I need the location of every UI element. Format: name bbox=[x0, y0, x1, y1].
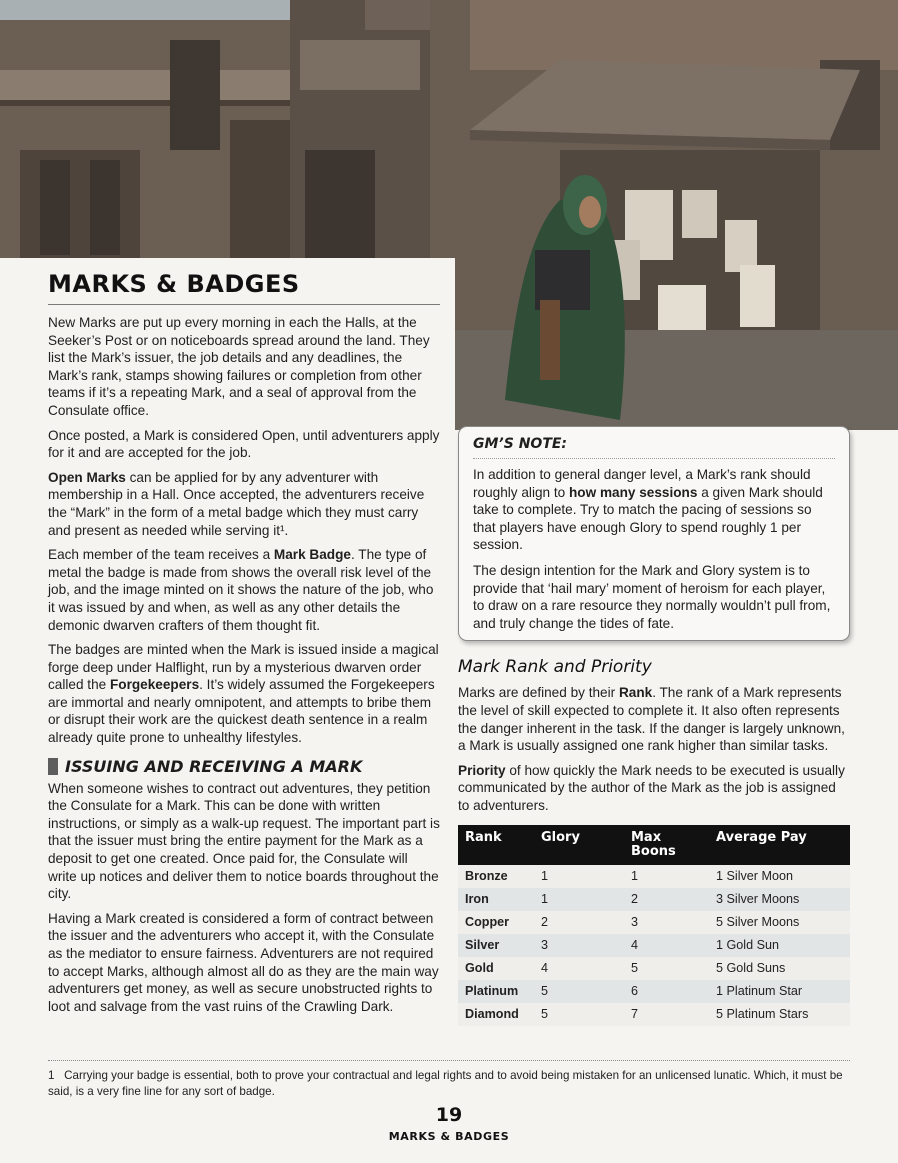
rank-cell: Iron bbox=[458, 888, 534, 911]
footnote-text: Carrying your badge is essential, both to prove your contractual and legal rights and to avoid being mistaken for an unlicensed lunatic. Which, it must be said, is a very fine line for any sort of badge. bbox=[48, 1069, 843, 1098]
footnote bbox=[48, 1068, 852, 1100]
contract-paragraph: Having a Mark created is considered a form of contract between the issuer and the adventurers who accept it, with the Consulate as the mediator to ensure fairness. Adventurers are not required to accept Marks, although almost all do as they are the main way adventurers get money, as well as secure unobstructed rights to loot and salvage from the vast ruins of the Crawling Dark. bbox=[48, 910, 439, 1014]
footnote-marker: 1 bbox=[48, 1069, 55, 1082]
max-boons-cell: 7 bbox=[624, 1003, 709, 1026]
gm-note-box bbox=[458, 426, 850, 641]
rank-paragraph bbox=[458, 684, 850, 754]
table-row bbox=[458, 911, 850, 934]
average-pay-cell: 1 Platinum Star bbox=[709, 980, 850, 1003]
header-max-boons-text: Max Boons bbox=[631, 829, 676, 859]
page-number: 19 bbox=[435, 1104, 463, 1126]
page-title: MARKS & BADGES bbox=[48, 270, 440, 305]
priority-paragraph bbox=[458, 762, 850, 815]
rank-text: . The rank of a Mark represents the level of skill expected to complete it. It also often represents the danger inherent in the task. If the danger is largely unknown, a Mark is usually assigned one rank higher than similar tasks. bbox=[458, 685, 845, 754]
average-pay-cell: 1 Silver Moon bbox=[709, 865, 850, 888]
right-column bbox=[458, 426, 850, 1026]
rank-cell: Silver bbox=[458, 934, 534, 957]
table-row bbox=[458, 888, 850, 911]
glory-cell: 1 bbox=[534, 888, 624, 911]
average-pay-cell: 5 Silver Moons bbox=[709, 911, 850, 934]
forgekeepers-paragraph bbox=[48, 641, 440, 747]
page-footer-label: MARKS & BADGES bbox=[388, 1130, 510, 1143]
glory-cell: 2 bbox=[534, 911, 624, 934]
priority-text: of how quickly the Mark needs to be executed is usually communicated by the author of the Mark as the job is assigned to adventurers. bbox=[458, 762, 845, 813]
priority-term: Priority bbox=[458, 762, 506, 778]
glory-cell: 5 bbox=[534, 980, 624, 1003]
glory-cell: 5 bbox=[534, 1003, 624, 1026]
intro-paragraph: New Marks are put up every morning in each the Halls, at the Seeker’s Post or on noticeboards spread around the land. They list the Mark’s issuer, the job details and any deadlines, the Mark’s rank, stamps showing failures or completion from other teams if it’s a repeating Mark, and a seal of approval from the Consulate office. bbox=[48, 315, 430, 418]
header-rank: Rank bbox=[458, 825, 534, 865]
rank-table-body bbox=[458, 865, 850, 1026]
max-boons-cell: 6 bbox=[624, 980, 709, 1003]
average-pay-cell: 5 Gold Suns bbox=[709, 957, 850, 980]
glory-cell: 1 bbox=[534, 865, 624, 888]
average-pay-cell: 5 Platinum Stars bbox=[709, 1003, 850, 1026]
gm-note-paragraph bbox=[473, 466, 835, 554]
gm-note-design-paragraph: The design intention for the Mark and Glory system is to provide that ‘hail mary’ moment of heroism for each player, to draw on a rare resource they normally wouldn’t pull from, and truly change the tides of fate. bbox=[473, 562, 831, 631]
max-boons-cell: 1 bbox=[624, 865, 709, 888]
table-row bbox=[458, 865, 850, 888]
issuing-paragraph: When someone wishes to contract out adventures, they petition the Consulate for a Mark. This can be done with written instructions, or simply as a walk-up request. The important part is that the issuer must bring the entire payment for the Mark as a deposit to get one created. Once paid for, the Consulate will write up notices and deliver them to notice boards throughout the city. bbox=[48, 780, 440, 902]
mark-badge-paragraph bbox=[48, 546, 440, 634]
table-row bbox=[458, 957, 850, 980]
header-average-pay: Average Pay bbox=[709, 825, 850, 865]
max-boons-cell: 5 bbox=[624, 957, 709, 980]
gm-note-emphasis: how many sessions bbox=[568, 484, 698, 500]
header-glory: Glory bbox=[534, 825, 624, 865]
table-row bbox=[458, 980, 850, 1003]
gm-note-title: GM’S NOTE: bbox=[473, 436, 835, 459]
forgekeepers-term: Forgekeepers bbox=[109, 677, 200, 693]
mark-badge-term: Mark Badge bbox=[273, 547, 351, 563]
open-mark-paragraph: Once posted, a Mark is considered Open, until adventurers apply for it and are accepted for the job. bbox=[48, 427, 440, 461]
rank-cell: Bronze bbox=[458, 865, 534, 888]
average-pay-cell: 1 Gold Sun bbox=[709, 934, 850, 957]
heading-bar-icon bbox=[48, 758, 58, 775]
section-heading bbox=[48, 757, 440, 776]
rank-term: Rank bbox=[618, 685, 653, 701]
table-row bbox=[458, 934, 850, 957]
max-boons-cell: 2 bbox=[624, 888, 709, 911]
left-column bbox=[48, 270, 440, 1022]
glory-cell: 4 bbox=[534, 957, 624, 980]
rank-cell: Gold bbox=[458, 957, 534, 980]
max-boons-cell: 3 bbox=[624, 911, 709, 934]
section-heading-text: ISSUING AND RECEIVING A MARK bbox=[65, 756, 363, 776]
rank-intro: Marks are defined by their bbox=[458, 685, 619, 701]
gm-note-text-rest: a given Mark should take to complete. Try to match the pacing of sessions so that players have enough Glory to spend roughly 1 per session. bbox=[473, 484, 823, 553]
average-pay-cell: 3 Silver Moons bbox=[709, 888, 850, 911]
open-marks-text: can be applied for by any adventurer with membership in a Hall. Once accepted, the adventurers receive the “Mark” in the form of a metal badge which they must carry and present as needed while serving it¹. bbox=[48, 469, 425, 538]
header-max-boons bbox=[624, 825, 709, 865]
rank-cell: Platinum bbox=[458, 980, 534, 1003]
rank-table bbox=[458, 825, 850, 1026]
rank-cell: Copper bbox=[458, 911, 534, 934]
gm-note-text: In addition to general danger level, a Mark’s rank should roughly align to bbox=[473, 467, 811, 500]
max-boons-cell: 4 bbox=[624, 934, 709, 957]
mark-badge-intro: Each member of the team receives a bbox=[48, 547, 274, 563]
table-row bbox=[458, 1003, 850, 1026]
footnote-divider bbox=[48, 1060, 850, 1061]
forgekeepers-text: . It’s widely assumed the Forgekeepers are immortal and nearly omnipotent, and attempts to bribe them or disrupt their work are the quickest death sentence in a realm already quite prone to unhealthy lifestyles. bbox=[48, 677, 435, 746]
open-marks-term: Open Marks bbox=[48, 469, 126, 485]
rank-table-header-row bbox=[458, 825, 850, 865]
glory-cell: 3 bbox=[534, 934, 624, 957]
open-marks-paragraph bbox=[48, 469, 440, 539]
rank-section-heading: Mark Rank and Priority bbox=[458, 657, 652, 678]
rank-cell: Diamond bbox=[458, 1003, 534, 1026]
forgekeepers-intro: The badges are minted when the Mark is issued inside a magical forge deep under Halflight, run by a mysterious dwarven order called the bbox=[48, 642, 439, 693]
mark-badge-text: . The type of metal the badge is made from shows the overall risk level of the job, and the image minted on it shows the nature of the job, who it was issued by and when, as well as any other details the demonic dwarven crafters of them thought fit. bbox=[48, 547, 434, 633]
